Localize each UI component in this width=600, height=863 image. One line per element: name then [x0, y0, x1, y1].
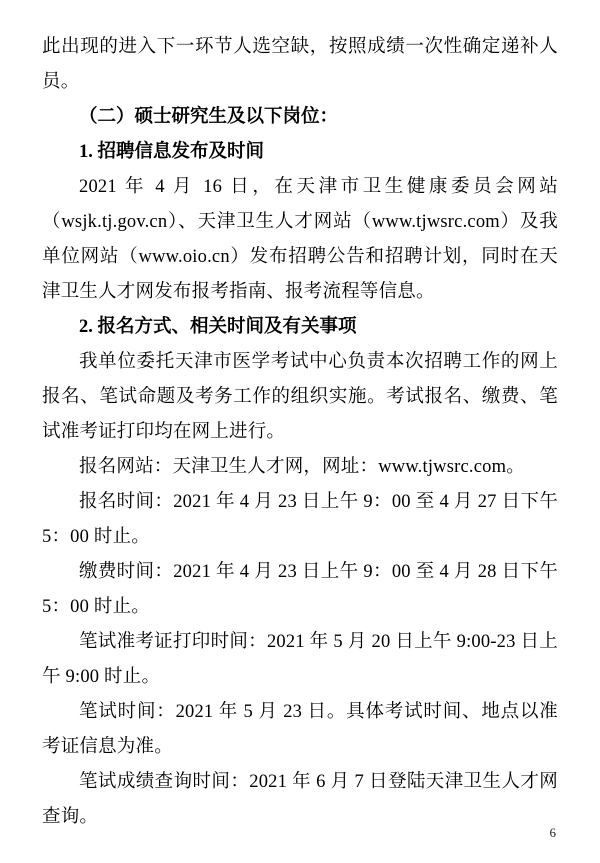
- paragraph-score-query-time: 笔试成绩查询时间：2021 年 6 月 7 日登陆天津卫生人才网查询。: [42, 772, 558, 827]
- paragraph-registration-time: 报名时间：2021 年 4 月 23 日上午 9：00 至 4 月 27 日下午 5：00 时止。: [42, 492, 558, 547]
- section-heading-masters-positions: （二）硕士研究生及以下岗位：: [79, 107, 339, 127]
- paragraph-continued-text: 此出现的进入下一环节人选空缺，按照成绩一次性确定递补人员。: [42, 37, 558, 92]
- sub-heading-recruitment-info-release: 1. 招聘信息发布及时间: [79, 142, 265, 162]
- paragraph-payment-time: 缴费时间：2021 年 4 月 23 日上午 9：00 至 4 月 28 日下午 5：00 时止。: [42, 562, 558, 617]
- paragraph-exam-center-responsibility: 我单位委托天津市医学考试中心负责本次招聘工作的网上报名、笔试命题及考务工作的组织实施。考试报名、缴费、笔试准考证打印均在网上进行。: [42, 352, 558, 442]
- paragraph-recruitment-announcement: 2021 年 4 月 16 日，在天津市卫生健康委员会网站（wsjk.tj.gov.cn）、天津卫生人才网站（www.tjwsrc.com）及我单位网站（www.oio.cn）发布招聘公告和招聘计划，同时在天津卫生人才网发布报考指南、报考流程等信息。: [42, 177, 558, 302]
- sub-heading-registration-method: 2. 报名方式、相关时间及有关事项: [79, 317, 357, 337]
- paragraph-registration-website: 报名网站：天津卫生人才网，网址：www.tjwsrc.com。: [79, 457, 525, 477]
- paragraph-written-exam-time: 笔试时间：2021 年 5 月 23 日。具体考试时间、地点以准考证信息为准。: [42, 702, 558, 757]
- paragraph-admission-ticket-print-time: 笔试准考证打印时间：2021 年 5 月 20 日上午 9:00-23 日上午 9:00 时止。: [42, 632, 558, 687]
- page-number: 6: [549, 825, 556, 840]
